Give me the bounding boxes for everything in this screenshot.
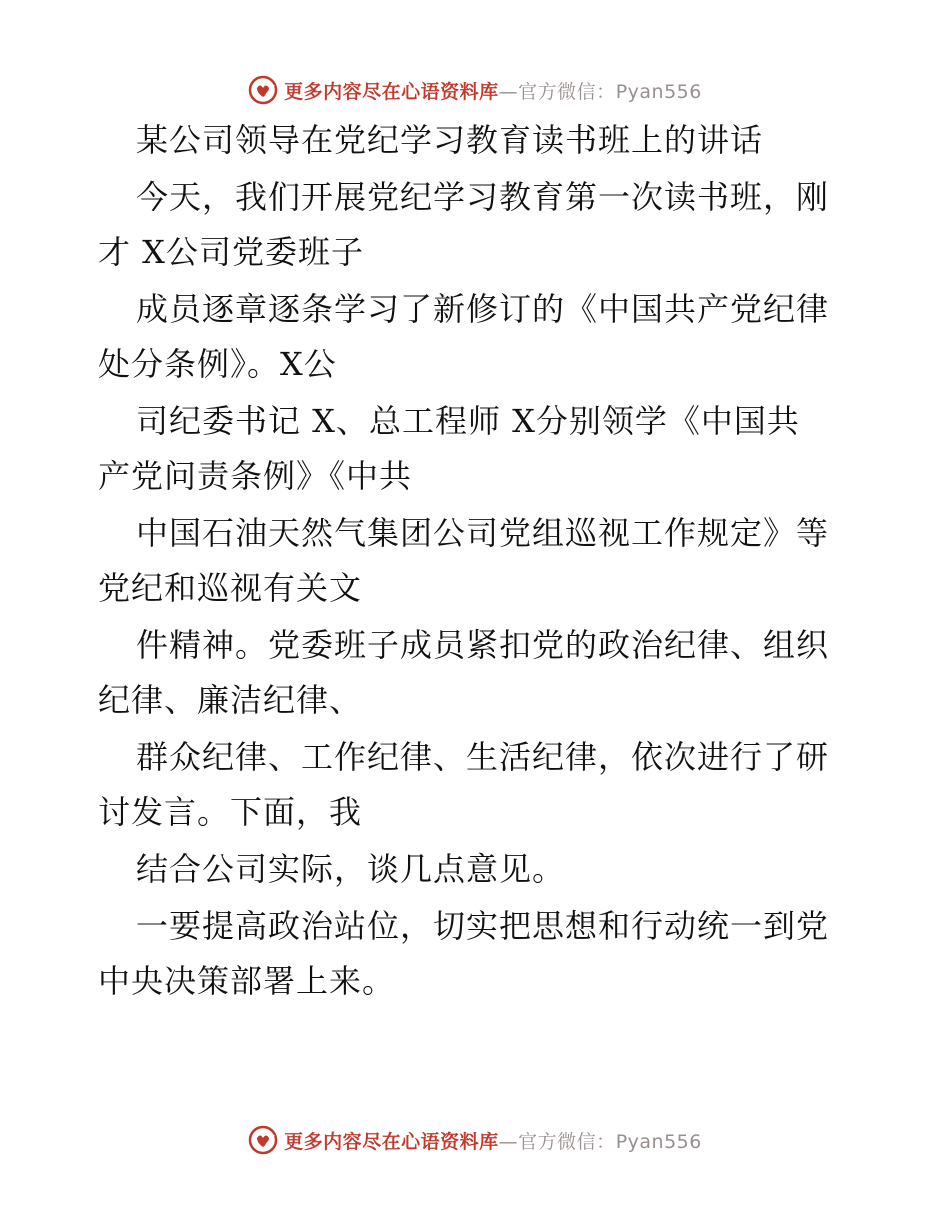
heart-pen-logo-icon (248, 1125, 278, 1155)
paragraph-line: 结合公司实际，谈几点意见。 (136, 850, 566, 888)
watermark-text: 更多内容尽在心语资料库—官方微信：Pyan556 (284, 1130, 702, 1153)
document-body (98, 120, 858, 1001)
paragraph-line: 群众纪律、工作纪律、生活纪律，依次进行了研 (136, 738, 830, 776)
header-watermark (0, 70, 950, 110)
footer-watermark (0, 1120, 950, 1160)
paragraph-line: 处分条例》。X公 (98, 345, 337, 383)
watermark-text: 更多内容尽在心语资料库—官方微信：Pyan556 (284, 80, 702, 103)
paragraph-line: 产党问责条例》《中共 (98, 457, 413, 495)
paragraph-line: 中央决策部署上来。 (98, 962, 396, 1000)
heart-pen-logo-icon (248, 75, 278, 105)
paragraph-line: 纪律、廉洁纪律、 (98, 681, 363, 719)
paragraph-line: 件精神。党委班子成员紧扣党的政治纪律、组织 (136, 626, 830, 664)
paragraph-line: 才 X公司党委班子 (98, 233, 364, 271)
paragraph-line: 中国石油天然气集团公司党组巡视工作规定》等 (136, 514, 830, 552)
paragraph-line: 今天，我们开展党纪学习教育第一次读书班，刚 (136, 178, 830, 216)
paragraph-line: 一要提高政治站位，切实把思想和行动统一到党 (136, 907, 830, 945)
paragraph-line: 讨发言。下面，我 (98, 793, 363, 831)
paragraph-line: 司纪委书记 X、总工程师 X分别领学《中国共 (136, 402, 800, 440)
paragraph-line: 成员逐章逐条学习了新修订的《中国共产党纪律 (136, 290, 830, 328)
paragraph-line: 党纪和巡视有关文 (98, 569, 363, 607)
document-title: 某公司领导在党纪学习教育读书班上的讲话 (136, 121, 764, 159)
